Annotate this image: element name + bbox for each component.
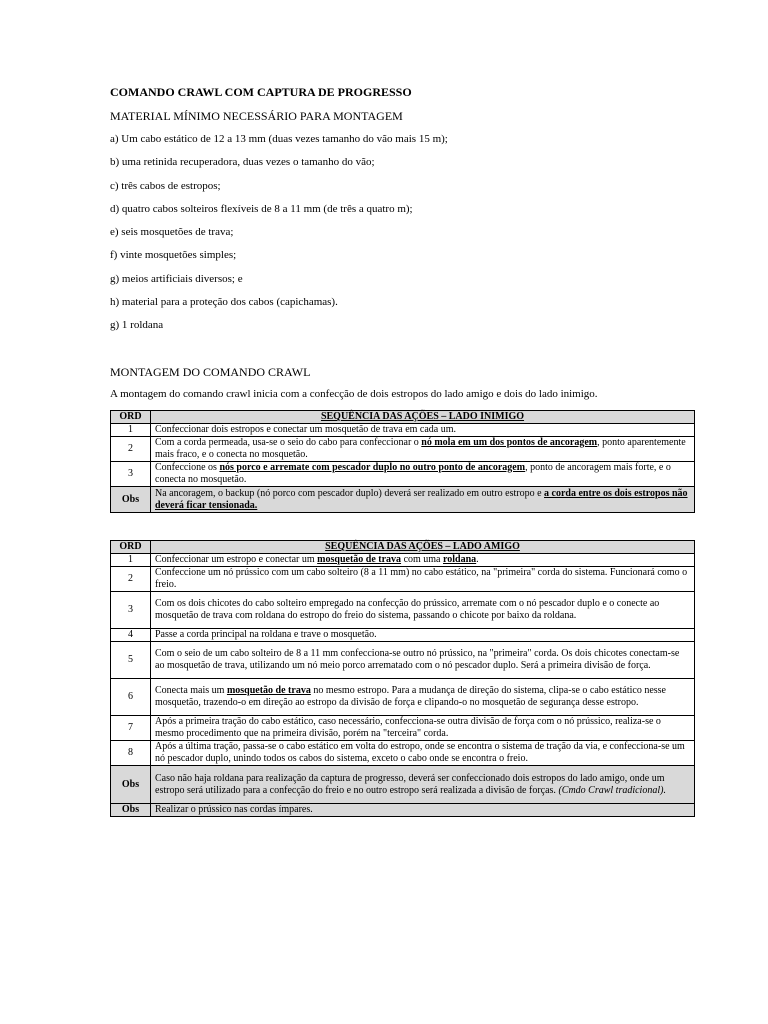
emphasis-text: roldana [443,554,477,565]
sequence-column-header: SEQUÊNCIA DAS AÇÕES – LADO AMIGO [151,541,695,554]
row-text: Com o seio de um cabo solteiro de 8 a 11 mm confecciona-se outro nó prússico, na "primeira" corda. Os dois chicotes conectam-se ao mosquetão de trava, utilizando um nó meio porco arrematado com o nó pescador duplo. Será a primeira divisão de força. [151,642,695,679]
row-text [151,554,695,567]
row-ord: 3 [111,462,151,487]
row-ord: 6 [111,679,151,716]
material-item: e) seis mosquetões de trava; [110,226,234,239]
row-ord: 1 [111,554,151,567]
sequence-column-header: SEQUÊNCIA DAS AÇÕES – LADO INIMIGO [151,411,695,424]
table-row [111,716,695,741]
table-row [111,567,695,592]
row-ord: 3 [111,592,151,629]
text-segment: Com a corda permeada, usa-se o seio do cabo para confeccionar o [155,437,422,448]
material-item: h) material para a proteção dos cabos (capichamas). [110,296,338,309]
text-segment: Confeccione os [155,462,220,473]
row-ord: 1 [111,424,151,437]
document-title: COMANDO CRAWL COM CAPTURA DE PROGRESSO [110,85,412,99]
row-ord: Obs [111,766,151,804]
table-row [111,629,695,642]
row-ord: Obs [111,804,151,817]
material-item: c) três cabos de estropos; [110,179,221,192]
row-text [151,766,695,804]
table-row [111,592,695,629]
text-segment: no mesmo estropo. Para a mudança de direção do sistema, clipa-se o cabo estático nesse mosquetão, trazendo-o em direção ao estropo da divisão de força e clipando-o no mosquetão de segurança desse estropo. [155,685,666,708]
row-ord: Obs [111,487,151,513]
text-segment: com uma [401,554,443,565]
emphasis-text: a corda entre os dois estropos não deverá ficar tensionada. [155,487,688,511]
text-segment: . [476,554,479,565]
materials-list [110,132,448,342]
table-row [111,679,695,716]
emphasis-text: nó mola em um dos pontos de ancoragem [421,437,598,448]
material-item: g) 1 roldana [110,319,164,332]
row-ord: 5 [111,642,151,679]
row-text [151,437,695,462]
row-text: Após a primeira tração do cabo estático, caso necessário, confecciona-se outra divisão de força com o nó prússico, realiza-se o mesmo procedimento que na primeira divisão, porém na "terceira" corda. [151,716,695,741]
text-segment: Conecta mais um [155,685,227,696]
materials-heading: MATERIAL MÍNIMO NECESSÁRIO PARA MONTAGEM [110,109,403,123]
table-row-obs [111,487,695,513]
ord-column-header: ORD [111,541,151,554]
material-item: f) vinte mosquetões simples; [110,249,237,262]
row-ord: 8 [111,741,151,766]
row-ord: 7 [111,716,151,741]
friendly-side-table [110,540,695,817]
material-item: b) uma retinida recuperadora, duas vezes o tamanho do vão; [110,156,375,169]
row-ord: 4 [111,629,151,642]
row-text: Realizar o prússico nas cordas ímpares. [151,804,695,817]
row-ord: 2 [111,567,151,592]
text-segment: , ponto aparentemente mais fraco, e o conecta no mosquetão. [155,437,686,460]
row-text [151,487,695,513]
italic-note: (Cmdo Crawl tradicional). [558,784,666,796]
text-segment: Confeccionar um estropo e conectar um [155,554,318,565]
ord-column-header: ORD [111,411,151,424]
table-row [111,424,695,437]
table-row [111,554,695,567]
row-text: Confeccione um nó prússico com um cabo solteiro (8 a 11 mm) no cabo estático, na "primeira" corda do sistema. Funcionará como o freio. [151,567,695,592]
material-item: d) quatro cabos solteiros flexíveis de 8 a 11 mm (de três a quatro m); [110,202,413,215]
table-row [111,437,695,462]
table-header-row [111,541,695,554]
row-text: Com os dois chicotes do cabo solteiro empregado na confecção do prússico, arremate com o nó pescador duplo e o conecte ao mosquetão de trava com roldana do estropo do freio do sistema, passando o chicote por baixo da roldana. [151,592,695,629]
text-segment: Caso não haja roldana para realização da captura de progresso, deverá ser confeccionado dois estropos do lado amigo, onde um estropo será utilizado para a confecção do freio e no outro estropo será realizada a divisão de forças. [155,772,665,796]
text-segment: Na ancoragem, o backup (nó porco com pescador duplo) deverá ser realizado em outro estropo e [155,487,545,499]
table-row-obs [111,804,695,817]
row-text [151,462,695,487]
intro-paragraph: A montagem do comando crawl inicia com a confecção de dois estropos do lado amigo e dois do lado inimigo. [110,388,598,400]
table-row-obs [111,766,695,804]
row-text: Após a última tração, passa-se o cabo estático em volta do estropo, onde se encontra o sistema de tração da via, e confecciona-se um nó pescador duplo, unindo todos os cabos do sistema, exceto o cabo onde se encontra o freio. [151,741,695,766]
table-row [111,642,695,679]
table-row [111,741,695,766]
row-ord: 2 [111,437,151,462]
section-title: MONTAGEM DO COMANDO CRAWL [110,365,311,379]
row-text [151,679,695,716]
enemy-side-table [110,410,695,513]
table-row [111,462,695,487]
row-text: Passe a corda principal na roldana e trave o mosquetão. [151,629,695,642]
text-segment: , ponto de ancoragem mais forte, e o conecta no mosquetão. [155,462,671,485]
material-item: a) Um cabo estático de 12 a 13 mm (duas vezes tamanho do vão mais 15 m); [110,133,448,145]
emphasis-text: mosquetão de trava [317,554,402,565]
row-text: Confeccionar dois estropos e conectar um mosquetão de trava em cada um. [151,424,695,437]
emphasis-text: nós porco e arremate com pescador duplo no outro ponto de ancoragem [219,462,526,473]
emphasis-text: mosquetão de trava [226,685,311,696]
table-header-row [111,411,695,424]
material-item: g) meios artificiais diversos; e [110,272,243,285]
